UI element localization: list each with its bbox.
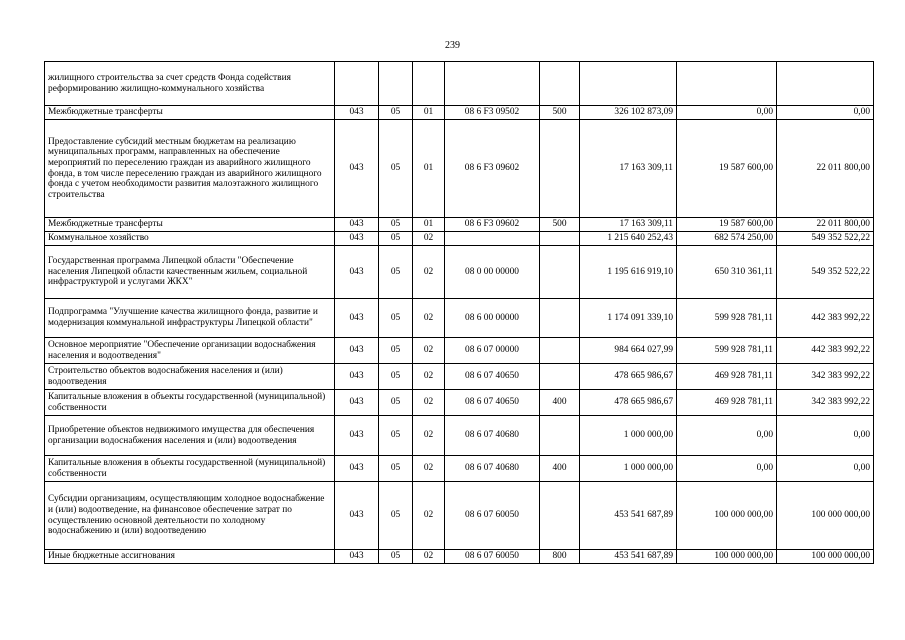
- subsection-code: 02: [413, 299, 445, 338]
- amount-year-2: 0,00: [677, 456, 777, 482]
- row-name: Межбюджетные трансферты: [45, 106, 335, 120]
- amount-year-1: 1 000 000,00: [580, 456, 677, 482]
- amount-year-3: [777, 62, 874, 106]
- row-name: Иные бюджетные ассигнования: [45, 550, 335, 564]
- row-name: Подпрограмма "Улучшение качества жилищного фонда, развитие и модернизация коммунальной инфраструктуры Липецкой области": [45, 299, 335, 338]
- target-article: [445, 232, 540, 246]
- expense-type: [540, 364, 580, 390]
- target-article: 08 6 07 40650: [445, 390, 540, 416]
- target-article: 08 6 07 40680: [445, 416, 540, 456]
- table-row: [45, 218, 874, 232]
- table-row: [45, 550, 874, 564]
- subsection-code: 01: [413, 106, 445, 120]
- subsection-code: [413, 62, 445, 106]
- ministry-code: 043: [335, 416, 379, 456]
- target-article: 08 6 F3 09602: [445, 120, 540, 218]
- section-code: 05: [379, 120, 413, 218]
- row-name: Предоставление субсидий местным бюджетам на реализацию муниципальных программ, направленных на обеспечение мероприятий по переселению граждан из аварийного жилищного фонда, в том числе переселению граждан из аварийного жилищного фонда с учетом необходимости развития малоэтажного жилищного строительства: [45, 120, 335, 218]
- table-row: [45, 390, 874, 416]
- row-name: Межбюджетные трансферты: [45, 218, 335, 232]
- amount-year-3: 442 383 992,22: [777, 299, 874, 338]
- section-code: 05: [379, 246, 413, 299]
- amount-year-2: 0,00: [677, 106, 777, 120]
- amount-year-2: 0,00: [677, 416, 777, 456]
- expense-type: 500: [540, 218, 580, 232]
- ministry-code: 043: [335, 456, 379, 482]
- subsection-code: 01: [413, 218, 445, 232]
- amount-year-3: 100 000 000,00: [777, 550, 874, 564]
- amount-year-2: 599 928 781,11: [677, 338, 777, 364]
- section-code: [379, 62, 413, 106]
- table-row: [45, 299, 874, 338]
- amount-year-3: 100 000 000,00: [777, 482, 874, 550]
- target-article: 08 6 F3 09502: [445, 106, 540, 120]
- row-name: Основное мероприятие "Обеспечение организации водоснабжения населения и водоотведения": [45, 338, 335, 364]
- subsection-code: 02: [413, 416, 445, 456]
- amount-year-3: 342 383 992,22: [777, 364, 874, 390]
- ministry-code: 043: [335, 106, 379, 120]
- ministry-code: 043: [335, 246, 379, 299]
- section-code: 05: [379, 456, 413, 482]
- table-row: [45, 232, 874, 246]
- amount-year-1: 453 541 687,89: [580, 550, 677, 564]
- amount-year-1: 984 664 027,99: [580, 338, 677, 364]
- subsection-code: 02: [413, 364, 445, 390]
- amount-year-1: 1 174 091 339,10: [580, 299, 677, 338]
- table-row: [45, 338, 874, 364]
- row-name: Капитальные вложения в объекты государственной (муниципальной) собственности: [45, 390, 335, 416]
- amount-year-2: 100 000 000,00: [677, 550, 777, 564]
- amount-year-2: 19 587 600,00: [677, 120, 777, 218]
- amount-year-1: 453 541 687,89: [580, 482, 677, 550]
- table-row: [45, 120, 874, 218]
- target-article: 08 6 07 60050: [445, 482, 540, 550]
- expense-type: [540, 416, 580, 456]
- amount-year-1: 17 163 309,11: [580, 120, 677, 218]
- target-article: 08 6 07 40680: [445, 456, 540, 482]
- section-code: 05: [379, 390, 413, 416]
- amount-year-2: 599 928 781,11: [677, 299, 777, 338]
- amount-year-3: 22 011 800,00: [777, 218, 874, 232]
- expense-type: [540, 62, 580, 106]
- amount-year-1: 1 000 000,00: [580, 416, 677, 456]
- target-article: 08 0 00 00000: [445, 246, 540, 299]
- expense-type: [540, 338, 580, 364]
- section-code: 05: [379, 482, 413, 550]
- expense-type: [540, 299, 580, 338]
- expense-type: 500: [540, 106, 580, 120]
- section-code: 05: [379, 550, 413, 564]
- target-article: 08 6 F3 09602: [445, 218, 540, 232]
- table-row: [45, 246, 874, 299]
- row-name: Государственная программа Липецкой области "Обеспечение населения Липецкой области качественным жильем, социальной инфраструктурой и услугами ЖКХ": [45, 246, 335, 299]
- ministry-code: 043: [335, 120, 379, 218]
- table-row: [45, 62, 874, 106]
- ministry-code: 043: [335, 364, 379, 390]
- amount-year-3: 442 383 992,22: [777, 338, 874, 364]
- amount-year-3: 549 352 522,22: [777, 232, 874, 246]
- section-code: 05: [379, 416, 413, 456]
- page-number: 239: [445, 40, 460, 51]
- target-article: 08 6 00 00000: [445, 299, 540, 338]
- amount-year-2: 682 574 250,00: [677, 232, 777, 246]
- expense-type: 400: [540, 456, 580, 482]
- amount-year-1: 326 102 873,09: [580, 106, 677, 120]
- ministry-code: 043: [335, 299, 379, 338]
- amount-year-1: 1 215 640 252,43: [580, 232, 677, 246]
- subsection-code: 02: [413, 246, 445, 299]
- subsection-code: 02: [413, 390, 445, 416]
- amount-year-3: 22 011 800,00: [777, 120, 874, 218]
- expense-type: 400: [540, 390, 580, 416]
- table-row: [45, 416, 874, 456]
- subsection-code: 02: [413, 338, 445, 364]
- expense-type: [540, 232, 580, 246]
- amount-year-3: 0,00: [777, 456, 874, 482]
- amount-year-1: [580, 62, 677, 106]
- ministry-code: 043: [335, 338, 379, 364]
- section-code: 05: [379, 338, 413, 364]
- amount-year-1: 1 195 616 919,10: [580, 246, 677, 299]
- budget-table: [44, 61, 874, 564]
- target-article: 08 6 07 40650: [445, 364, 540, 390]
- row-name: Строительство объектов водоснабжения населения и (или) водоотведения: [45, 364, 335, 390]
- subsection-code: 02: [413, 232, 445, 246]
- amount-year-2: 469 928 781,11: [677, 364, 777, 390]
- subsection-code: 02: [413, 456, 445, 482]
- expense-type: [540, 482, 580, 550]
- amount-year-2: 469 928 781,11: [677, 390, 777, 416]
- table-body: [45, 62, 874, 564]
- expense-type: [540, 120, 580, 218]
- row-name: Коммунальное хозяйство: [45, 232, 335, 246]
- table-row: [45, 482, 874, 550]
- amount-year-3: 0,00: [777, 416, 874, 456]
- subsection-code: 02: [413, 550, 445, 564]
- row-name: Субсидии организациям, осуществляющим холодное водоснабжение и (или) водоотведение, на финансовое обеспечение затрат по осуществлению основной деятельности по холодному водоснабжению и (или) водоотведению: [45, 482, 335, 550]
- ministry-code: 043: [335, 390, 379, 416]
- target-article: 08 6 07 00000: [445, 338, 540, 364]
- amount-year-3: 0,00: [777, 106, 874, 120]
- table-row: [45, 456, 874, 482]
- amount-year-1: 17 163 309,11: [580, 218, 677, 232]
- subsection-code: 01: [413, 120, 445, 218]
- row-name: Приобретение объектов недвижимого имущества для обеспечения организации водоснабжения населения и (или) водоотведения: [45, 416, 335, 456]
- amount-year-2: [677, 62, 777, 106]
- amount-year-2: 650 310 361,11: [677, 246, 777, 299]
- amount-year-3: 549 352 522,22: [777, 246, 874, 299]
- expense-type: 800: [540, 550, 580, 564]
- ministry-code: [335, 62, 379, 106]
- ministry-code: 043: [335, 550, 379, 564]
- amount-year-2: 19 587 600,00: [677, 218, 777, 232]
- ministry-code: 043: [335, 482, 379, 550]
- section-code: 05: [379, 299, 413, 338]
- row-name: жилищного строительства за счет средств Фонда содействия реформированию жилищно-коммунального хозяйства: [45, 62, 335, 106]
- section-code: 05: [379, 106, 413, 120]
- target-article: 08 6 07 60050: [445, 550, 540, 564]
- table-row: [45, 364, 874, 390]
- section-code: 05: [379, 218, 413, 232]
- ministry-code: 043: [335, 232, 379, 246]
- section-code: 05: [379, 232, 413, 246]
- amount-year-3: 342 383 992,22: [777, 390, 874, 416]
- amount-year-1: 478 665 986,67: [580, 390, 677, 416]
- section-code: 05: [379, 364, 413, 390]
- expense-type: [540, 246, 580, 299]
- ministry-code: 043: [335, 218, 379, 232]
- subsection-code: 02: [413, 482, 445, 550]
- table-row: [45, 106, 874, 120]
- row-name: Капитальные вложения в объекты государственной (муниципальной) собственности: [45, 456, 335, 482]
- amount-year-1: 478 665 986,67: [580, 364, 677, 390]
- amount-year-2: 100 000 000,00: [677, 482, 777, 550]
- target-article: [445, 62, 540, 106]
